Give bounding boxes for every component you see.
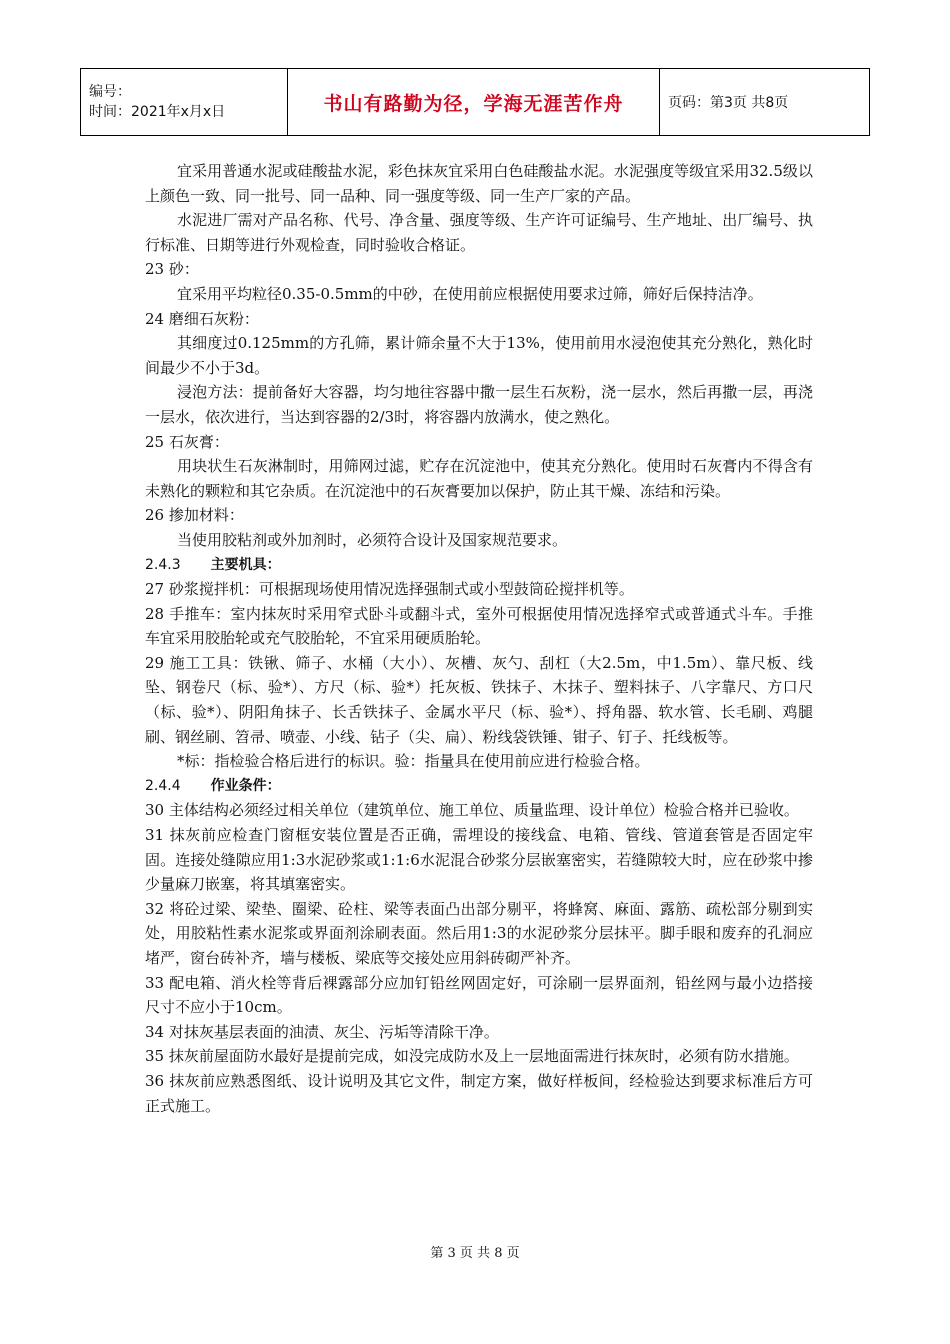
header-motto: 书山有路勤为径，学海无涯苦作舟 <box>288 69 660 136</box>
numbered-item: 32 将砼过梁、梁垫、圈梁、砼柱、梁等表面凸出部分剔平，将蜂窝、麻面、露筋、疏松部分剔到实处，用胶粘性素水泥浆或界面剂涂刷表面。然后用1:3的水泥砂浆分层抹平。脚手眼和废弃的孔洞应堵严，窗台砖补齐，墙与楼板、梁底等交接处应用斜砖砌严补齐。 <box>145 899 813 967</box>
numbered-item: 27 砂浆搅拌机：可根据现场使用情况选择强制式或小型鼓筒砼搅拌机等。 <box>145 580 634 599</box>
section-title: 作业条件： <box>210 777 281 794</box>
body-paragraph: 宜采用平均粒径0.35-0.5mm的中砂，在使用前应根据使用要求过筛，筛好后保持洁净。 <box>177 284 763 303</box>
page-footer: 第 3 页 共 8 页 <box>430 1246 520 1261</box>
section-number: 2.4.3 <box>145 556 181 573</box>
numbered-item: 24 磨细石灰粉： <box>145 309 259 328</box>
numbered-item: 34 对抹灰基层表面的油渍、灰尘、污垢等清除干净。 <box>145 1022 499 1041</box>
numbered-item: 25 石灰膏： <box>145 432 229 451</box>
numbered-item: 31 抹灰前应检查门窗框安装位置是否正确，需埋设的接线盒、电箱、管线、管道套管是否固定牢固。连接处缝隙应用1:3水泥砂浆或1:1:6水泥混合砂浆分层嵌塞密实，若缝隙较大时，应在砂浆中掺少量麻刀嵌塞，将其填塞密实。 <box>145 826 813 894</box>
section-heading <box>145 553 813 578</box>
date-label: 时间：2021年x月x日 <box>89 104 226 120</box>
document-body <box>145 159 813 1118</box>
numbered-item: 23 砂： <box>145 260 199 279</box>
body-paragraph: *标：指检验合格后进行的标识。验：指量具在使用前应进行检验合格。 <box>177 752 650 771</box>
numbered-item: 29 施工工具：铁锹、筛子、水桶（大小）、灰槽、灰勺、刮杠（大2.5m，中1.5m）、靠尺板、线坠、钢卷尺（标、验*）、方尺（标、验*）托灰板、铁抹子、木抹子、塑料抹子、八字靠尺、方口尺（标、验*）、阴阳角抹子、长舌铁抹子、金属水平尺（标、验*）、捋角器、软水管、长毛刷、鸡腿刷、钢丝刷、笤帚、喷壶、小线、钻子（尖、扁）、粉线袋铁锤、钳子、钉子、托线板等。 <box>145 653 813 746</box>
body-paragraph: 用块状生石灰淋制时，用筛网过滤，贮存在沉淀池中，使其充分熟化。使用时石灰膏内不得含有未熟化的颗粒和其它杂质。在沉淀池中的石灰膏要加以保护，防止其干燥、冻结和污染。 <box>145 457 813 500</box>
section-number: 2.4.4 <box>145 777 181 794</box>
body-paragraph: 宜采用普通水泥或硅酸盐水泥，彩色抹灰宜采用白色硅酸盐水泥。水泥强度等级宜采用32.5级以上颜色一致、同一批号、同一品种、同一强度等级、同一生产厂家的产品。 <box>145 162 813 205</box>
numbered-item: 33 配电箱、消火栓等背后裸露部分应加钉铅丝网固定好，可涂刷一层界面剂，铅丝网与最小边搭接尺寸不应小于10cm。 <box>145 973 813 1017</box>
numbered-item: 35 抹灰前屋面防水最好是提前完成，如没完成防水及上一层地面需进行抹灰时，必须有防水措施。 <box>145 1047 799 1066</box>
numbered-item: 36 抹灰前应熟悉图纸、设计说明及其它文件，制定方案，做好样板间，经检验达到要求标准后方可正式施工。 <box>145 1071 813 1115</box>
body-paragraph: 水泥进厂需对产品名称、代号、净含量、强度等级、生产许可证编号、生产地址、出厂编号、执行标准、日期等进行外观检查，同时验收合格证。 <box>145 211 813 254</box>
numbered-item: 30 主体结构必须经过相关单位（建筑单位、施工单位、质量监理、设计单位）检验合格并已验收。 <box>145 801 799 820</box>
section-title: 主要机具： <box>210 556 281 573</box>
body-paragraph: 当使用胶粘剂或外加剂时，必须符合设计及国家规范要求。 <box>177 530 568 549</box>
numbered-item: 28 手推车：室内抹灰时采用窄式卧斗或翻斗式，室外可根据使用情况选择窄式或普通式斗车。手推车宜采用胶胎轮或充气胶胎轮，不宜采用硬质胎轮。 <box>145 604 813 648</box>
header-meta <box>81 69 288 136</box>
body-paragraph: 浸泡方法：提前备好大容器，均匀地往容器中撒一层生石灰粉，浇一层水，然后再撒一层，再浇一层水，依次进行，当达到容器的2/3时，将容器内放满水，使之熟化。 <box>145 383 813 426</box>
section-heading <box>145 774 813 799</box>
code-label: 编号： <box>89 84 131 100</box>
numbered-item: 26 掺加材料： <box>145 506 244 525</box>
header-page-info: 页码：第3页 共8页 <box>660 69 870 136</box>
document-header <box>80 68 870 136</box>
body-paragraph: 其细度过0.125mm的方孔筛，累计筛余量不大于13%，使用前用水浸泡使其充分熟化，熟化时间最少不小于3d。 <box>145 334 813 377</box>
